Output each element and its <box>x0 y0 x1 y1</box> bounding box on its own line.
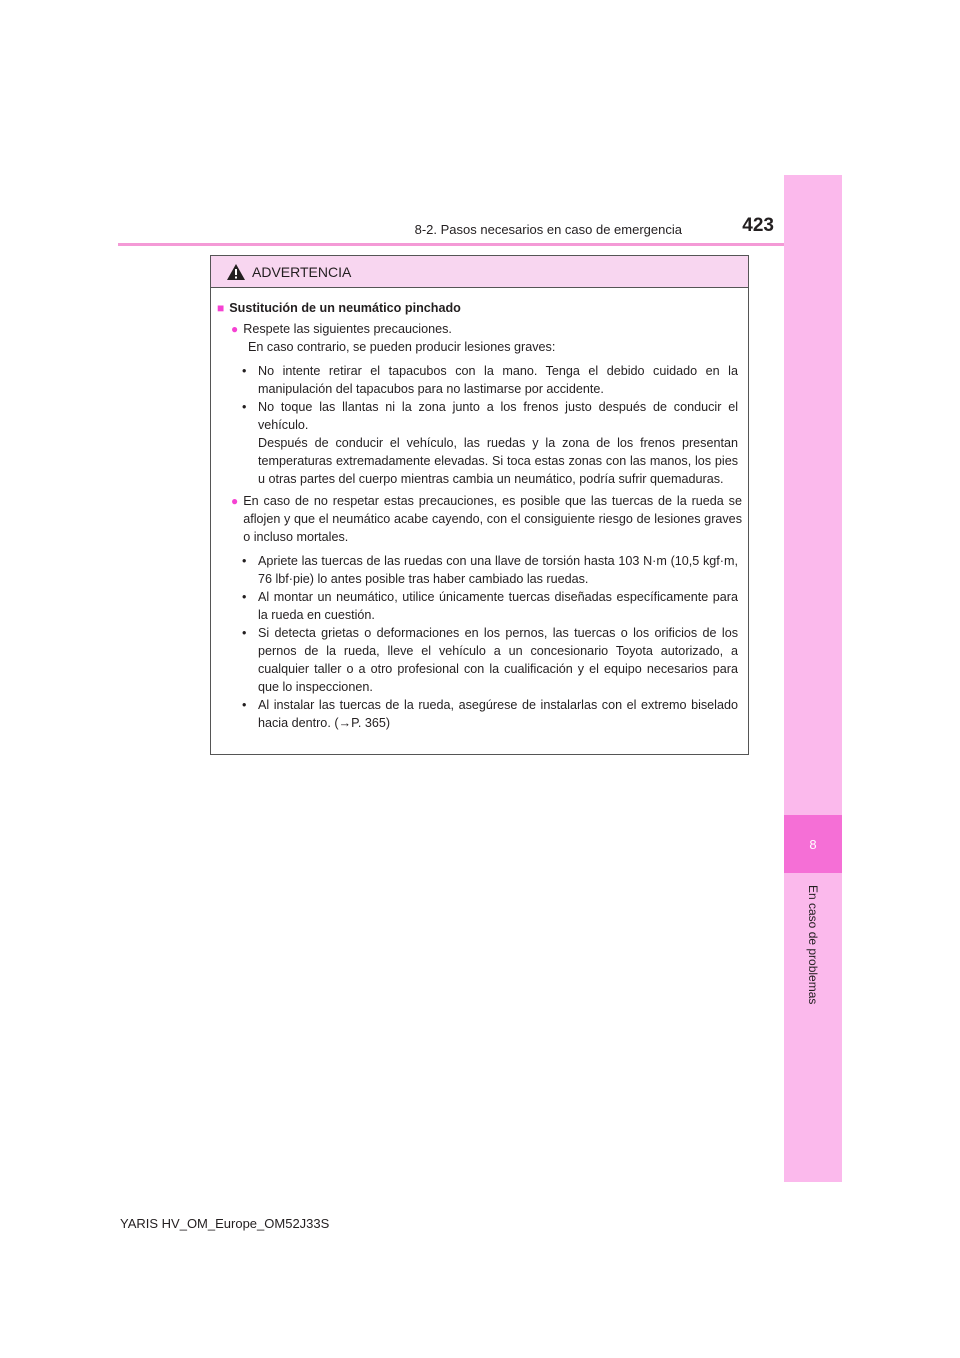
warning-title: ADVERTENCIA <box>252 263 352 280</box>
precaution-item <box>231 492 742 546</box>
list-item: • Al montar un neumático, utilice únicamente tuercas diseñadas específicamente para la rueda en cuestión. <box>241 588 738 624</box>
section-heading-text: Sustitución de un neumático pinchado <box>229 301 461 315</box>
square-bullet-icon: ■ <box>217 301 225 315</box>
list-item: • Apriete las tuercas de las ruedas con una llave de torsión hasta 103 N·m (10,5 kgf·m, 76 lbf·pie) lo antes posible tras haber cambiado las ruedas. <box>241 552 738 588</box>
page-number: 423 <box>742 215 774 236</box>
precaution-text: En caso de no respetar estas precauciones, es posible que las tuercas de la rueda se aflojen y que el neumático acabe cayendo, con el consiguiente riesgo de lesiones graves o incluso mortales. <box>243 494 742 544</box>
chapter-label: En caso de problemas <box>806 885 820 1005</box>
section-title: 8-2. Pasos necesarios en caso de emergencia <box>414 222 682 237</box>
circle-bullet-icon: ● <box>231 494 239 508</box>
section-heading <box>217 299 742 317</box>
list-item: • Al instalar las tuercas de la rueda, asegúrese de instalarlas con el extremo biselado hacia dentro. (→P. 365) <box>241 696 738 732</box>
list-item-continuation-text: Después de conducir el vehículo, las ruedas y la zona de los frenos presentan temperaturas extremadamente elevadas. Si toca estas zonas con las manos, los pies u otras partes del cuerpo mientras cambia un neumático, podría sufrir quemaduras. <box>258 436 738 486</box>
warning-body <box>211 288 748 732</box>
chapter-number: 8 <box>784 815 842 873</box>
warning-header <box>211 256 748 288</box>
precaution-text: Respete las siguientes precauciones. <box>243 322 452 336</box>
chapter-side-tab <box>784 175 842 1182</box>
document-id: YARIS HV_OM_Europe_OM52J33S <box>120 1216 330 1231</box>
list-item: • No intente retirar el tapacubos con la mano. Tenga el debido cuidado en la manipulación del tapacubos para no lastimarse por accidente. <box>241 362 738 398</box>
precaution-continuation: En caso contrario, se pueden producir lesiones graves: <box>248 340 556 354</box>
list-item: • Si detecta grietas o deformaciones en los pernos, las tuercas o los orificios de los pernos de la rueda, lleve el vehículo a un concesionario Toyota autorizado, a cualquier taller o a otro profesional con la cualificación y el equipo necesarios para que lo inspeccionen. <box>241 624 738 696</box>
list-item: • No toque las llantas ni la zona junto a los frenos justo después de conducir el vehículo. <box>241 398 738 434</box>
precaution-bullet-list <box>241 362 738 488</box>
header-divider <box>118 243 840 246</box>
warning-triangle-icon <box>226 263 246 281</box>
warning-box <box>210 255 749 755</box>
circle-bullet-icon: ● <box>231 322 239 336</box>
list-item-continuation <box>241 434 738 488</box>
precaution-item <box>231 320 742 338</box>
precaution-bullet-list <box>241 552 738 732</box>
